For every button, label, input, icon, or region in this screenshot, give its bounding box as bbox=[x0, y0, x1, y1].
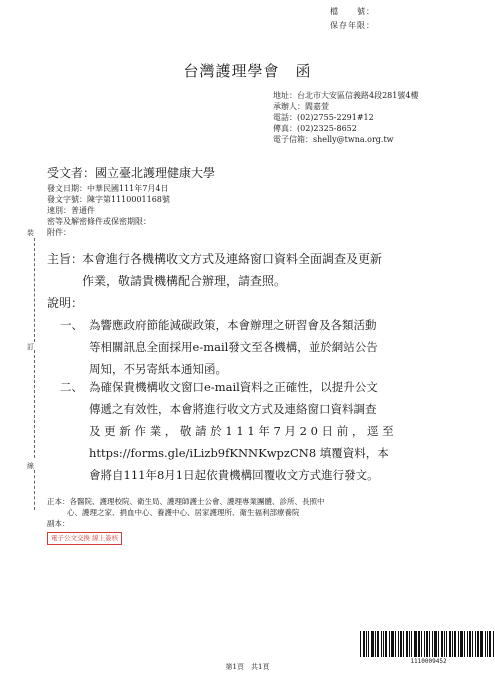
sender-email: 電子信箱：shelly@twna.org.tw bbox=[273, 135, 394, 144]
barcode-bar bbox=[424, 631, 425, 657]
barcode-bar bbox=[366, 631, 367, 657]
secrecy-conditions: 密等及解密條件或保密期限： bbox=[47, 217, 151, 226]
barcode-bar bbox=[432, 631, 433, 657]
barcode-bar bbox=[395, 631, 396, 657]
barcode-block bbox=[360, 631, 495, 665]
item-2-line-2: 傳遞之有效性，本會將進行收文方式及連絡窗口資料調查 bbox=[89, 402, 377, 416]
barcode-bar bbox=[480, 631, 483, 657]
recipient: 受文者：國立臺北護理健康大學 bbox=[47, 166, 216, 180]
item-1-line-2: 等相關訊息全面採用e-mail發文至各機構，並於網站公告 bbox=[89, 340, 378, 354]
barcode-bar bbox=[371, 631, 374, 657]
barcode-bar bbox=[403, 631, 404, 657]
barcode-bar bbox=[421, 631, 422, 657]
explanation-item-2 bbox=[89, 376, 451, 486]
subject-label: 主旨： bbox=[47, 252, 84, 266]
explanation-label: 說明： bbox=[47, 296, 84, 310]
barcode-bar bbox=[375, 631, 376, 657]
document-number: 發文字號：陳字第1110001168號 bbox=[47, 195, 170, 204]
explanation-item-2-number: 二、 bbox=[60, 380, 83, 394]
barcode-bar bbox=[389, 631, 390, 657]
sender-fax: 傳真：(02)2325-8652 bbox=[273, 124, 357, 133]
barcode-bar bbox=[441, 631, 443, 657]
barcode-bar bbox=[454, 631, 456, 657]
barcode-bar bbox=[469, 631, 471, 657]
barcode-bar bbox=[414, 631, 417, 657]
binding-dash-bottom bbox=[34, 470, 35, 510]
binding-mark-zhuang: 裝 bbox=[27, 229, 34, 237]
barcode-bar bbox=[487, 631, 488, 657]
barcode-bar bbox=[406, 631, 408, 657]
barcode-bar bbox=[360, 631, 361, 657]
item-1-line-1: 為響應政府節能減碳政策，本會辦理之研習會及各類活動 bbox=[89, 318, 377, 332]
barcode-bar bbox=[485, 631, 486, 657]
explanation-item-1-number: 一、 bbox=[60, 318, 83, 332]
barcode-bar bbox=[446, 631, 447, 657]
barcode-bar bbox=[444, 631, 445, 657]
barcode-bar bbox=[400, 631, 402, 657]
barcode-bar bbox=[452, 631, 453, 657]
distribution-main-line-2: 心、護理之家、捐血中心、養護中心、居家護理所、衛生福利部療養院 bbox=[67, 508, 300, 517]
barcode-bar bbox=[368, 631, 369, 657]
barcode-bar bbox=[418, 631, 420, 657]
document-title: 台灣護理學會 函 bbox=[183, 62, 312, 80]
item-2-line-5: 會將自111年8月1日起依貴機構回覆收文方式進行發文。 bbox=[89, 468, 379, 482]
binding-mark-ding: 訂 bbox=[27, 343, 34, 351]
binding-dash-top bbox=[34, 238, 35, 342]
subject-text bbox=[82, 248, 442, 292]
barcode-bar bbox=[493, 631, 494, 657]
barcode-bar bbox=[477, 631, 479, 657]
item-1-line-3: 周知，不另寄紙本通知函。 bbox=[89, 362, 227, 376]
barcode-bar bbox=[411, 631, 412, 657]
barcode-bar bbox=[385, 631, 387, 657]
sender-address: 地址：台北市大安區信義路4段281號4樓 bbox=[273, 91, 419, 100]
sender-block bbox=[273, 90, 418, 145]
meta-block bbox=[47, 183, 170, 238]
retention-period-label: 保存年限： bbox=[330, 21, 375, 30]
distribution-main-line-1: 正本：各醫院、護理校院、衛生局、護理師護士公會、護理專業團體、診所、長照中 bbox=[47, 497, 325, 506]
file-number-label: 檔 號： bbox=[330, 7, 375, 16]
issue-date: 發文日期：中華民國111年7月4日 bbox=[47, 184, 169, 193]
barcode-bar bbox=[475, 631, 476, 657]
item-2-line-4: https://forms.gle/iLizb9fKNNKwpzCN8 填覆資料，本 bbox=[89, 446, 389, 460]
subject-line-2: 作業，敬請貴機構配合辦理，請查照。 bbox=[82, 274, 287, 288]
distribution-block bbox=[47, 496, 467, 529]
item-2-line-1: 為確保貴機構收文窗口e-mail資料之正確性，以提升公文 bbox=[89, 380, 378, 394]
attachments: 附件： bbox=[47, 228, 71, 237]
distribution-cc: 副本： bbox=[47, 519, 70, 528]
barcode-bar bbox=[489, 631, 491, 657]
barcode-icon bbox=[360, 631, 495, 657]
barcode-bar bbox=[429, 631, 430, 657]
barcode-bar bbox=[377, 631, 379, 657]
barcode-number: 1110009452 bbox=[410, 658, 447, 665]
barcode-bar bbox=[383, 631, 384, 657]
barcode-bar bbox=[426, 631, 428, 657]
e-document-stamp: 電子公文交換 線上簽核 bbox=[47, 532, 122, 545]
barcode-bar bbox=[391, 631, 394, 657]
barcode-bar bbox=[464, 631, 465, 657]
barcode-bar bbox=[409, 631, 410, 657]
sender-contact: 承辦人：閻嘉萱 bbox=[273, 102, 329, 111]
barcode-bar bbox=[449, 631, 451, 657]
barcode-bar bbox=[467, 631, 468, 657]
barcode-bar bbox=[381, 631, 382, 657]
page-number: 第1頁 共1頁 bbox=[225, 663, 270, 671]
subject-line-1: 本會進行各機構收文方式及連絡窗口資料全面調查及更新 bbox=[82, 252, 383, 266]
speed-category: 速別：普通件 bbox=[47, 206, 95, 215]
binding-dash-middle bbox=[34, 350, 35, 458]
barcode-bar bbox=[438, 631, 439, 657]
sender-phone: 電話：(02)2755-2291#12 bbox=[273, 113, 374, 122]
barcode-bar bbox=[363, 631, 365, 657]
barcode-bar bbox=[460, 631, 463, 657]
barcode-bar bbox=[458, 631, 459, 657]
explanation-item-1 bbox=[89, 314, 449, 380]
barcode-bar bbox=[434, 631, 437, 657]
binding-mark-xian: 線 bbox=[27, 462, 34, 470]
barcode-bar bbox=[472, 631, 473, 657]
barcode-bar bbox=[398, 631, 399, 657]
item-2-line-3: 及 更 新 作 業 ， 敬 請 於 1 1 1 年 7 月 2 0 日 前 ， 逕 至 bbox=[89, 424, 394, 438]
